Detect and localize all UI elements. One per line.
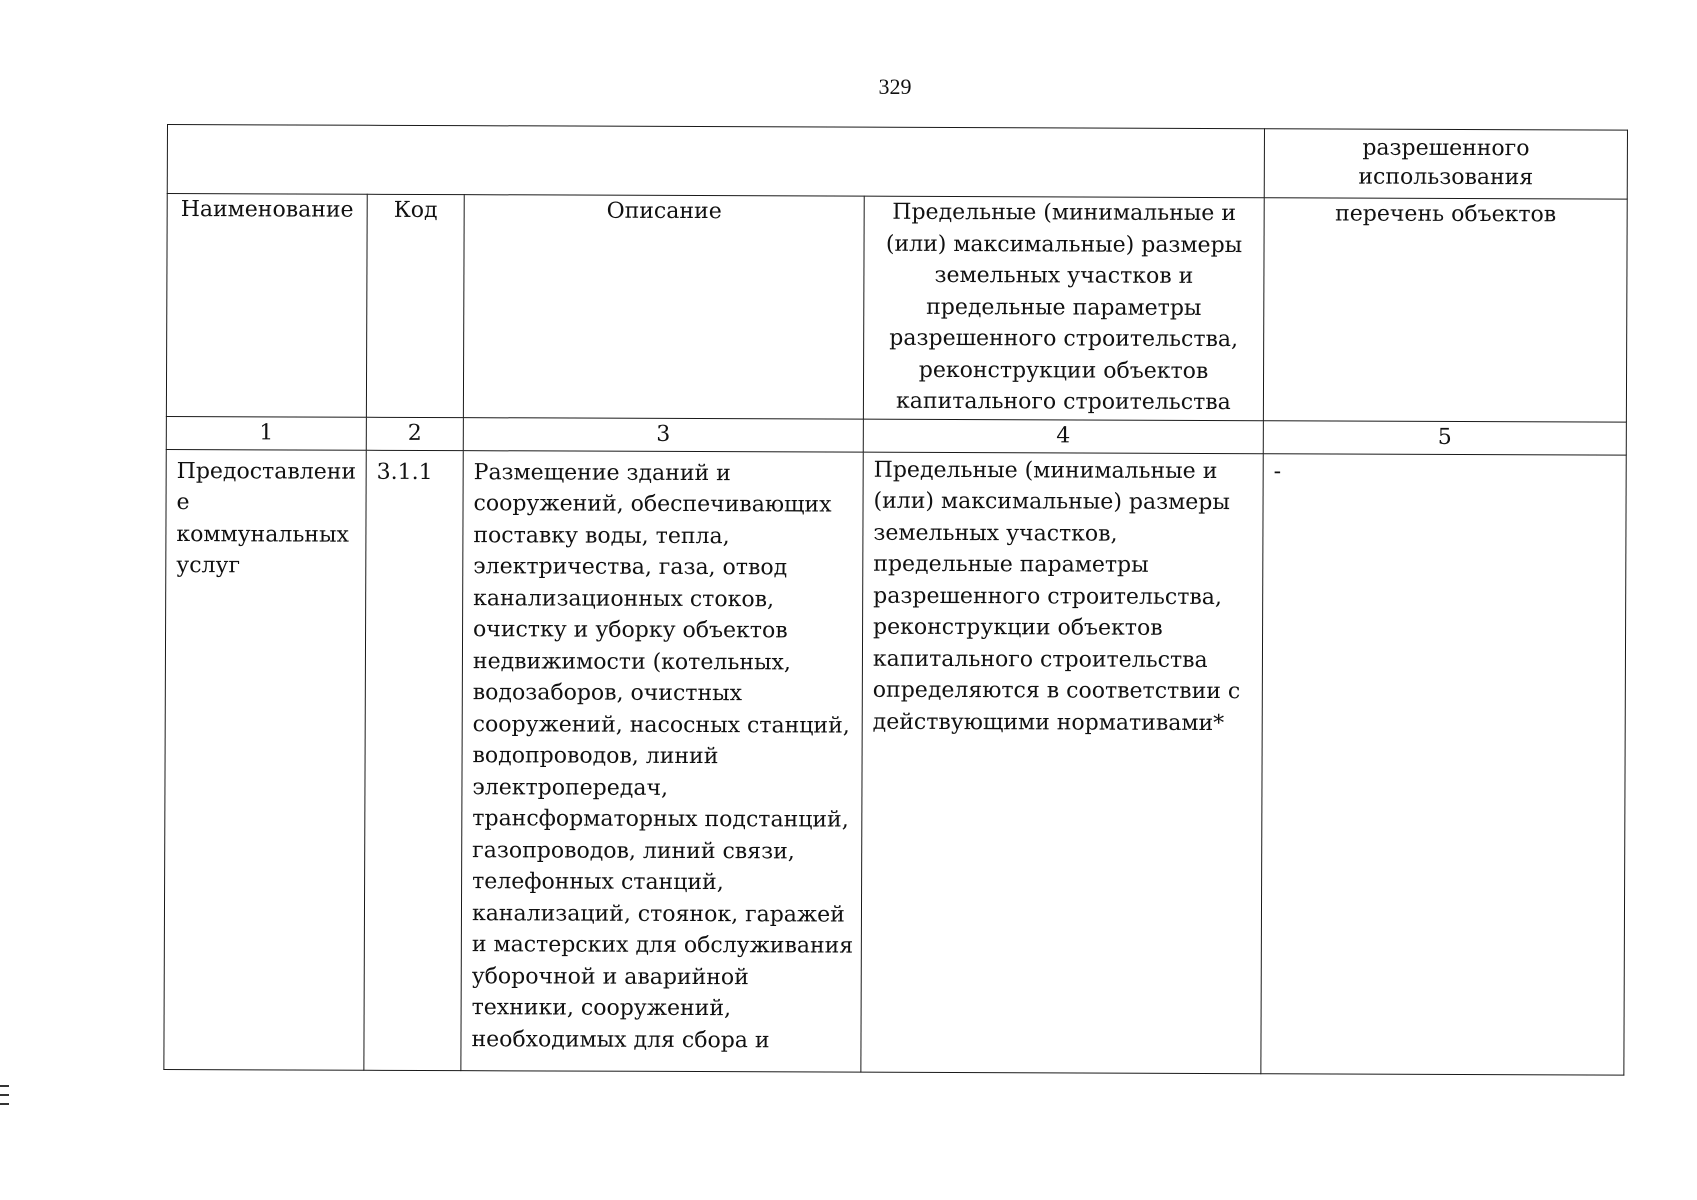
column-number-3: 3 xyxy=(463,418,863,452)
margin-tick xyxy=(0,1094,9,1096)
cell-limits: Предельные (минимальные и (или) максимальные) размеры земельных участков, предельные параметры разрешенного строительства, реконструкции объектов капитального строительства определяются в соответствии с действующими нормативами* xyxy=(861,452,1263,1074)
table-row xyxy=(164,449,1626,1075)
page-number: 329 xyxy=(878,74,912,99)
cell-objects: - xyxy=(1261,453,1626,1074)
regulations-table xyxy=(163,124,1628,1075)
header-name: Наименование xyxy=(166,194,367,418)
column-number-5: 5 xyxy=(1263,421,1626,455)
header-code: Код xyxy=(366,194,464,417)
cell-name: Предоставлени е коммунальных услуг xyxy=(164,449,366,1070)
column-number-4: 4 xyxy=(863,419,1263,453)
regulations-table-wrapper xyxy=(163,124,1627,1069)
cell-code: 3.1.1 xyxy=(364,450,463,1070)
header-limits: Предельные (минимальные и (или) максимальные) размеры земельных участков и предельные параметры разрешенного строительства, реконструкции объектов капитального строительства xyxy=(863,196,1264,421)
column-number-2: 2 xyxy=(366,417,463,450)
header-continuation-row xyxy=(167,125,1627,200)
header-objects-list: перечень объектов xyxy=(1263,198,1627,422)
header-description: Описание xyxy=(463,195,864,420)
margin-tick xyxy=(0,1103,9,1105)
column-number-1: 1 xyxy=(166,416,366,449)
header-continuation-cell: разрешенного использования xyxy=(1264,129,1627,199)
margin-binding-mark xyxy=(0,1078,9,1108)
header-blank-cell xyxy=(167,125,1264,198)
cell-description: Размещение зданий и сооружений, обеспечивающих поставку воды, тепла, электричества, газа, отвод канализационных стоков, очистку и уборку объектов недвижимости (котельных, водозаборов, очистных сооружений, насосных станций, водопроводов, линий электропередач, трансформаторных подстанций, газопроводов, линий связи, телефонных станций, канализаций, стоянок, гаражей и мастерских для обслуживания уборочной и аварийной техники, сооружений, необходимых для сбора и xyxy=(461,450,863,1072)
header-row xyxy=(166,194,1627,423)
margin-tick xyxy=(0,1085,9,1087)
